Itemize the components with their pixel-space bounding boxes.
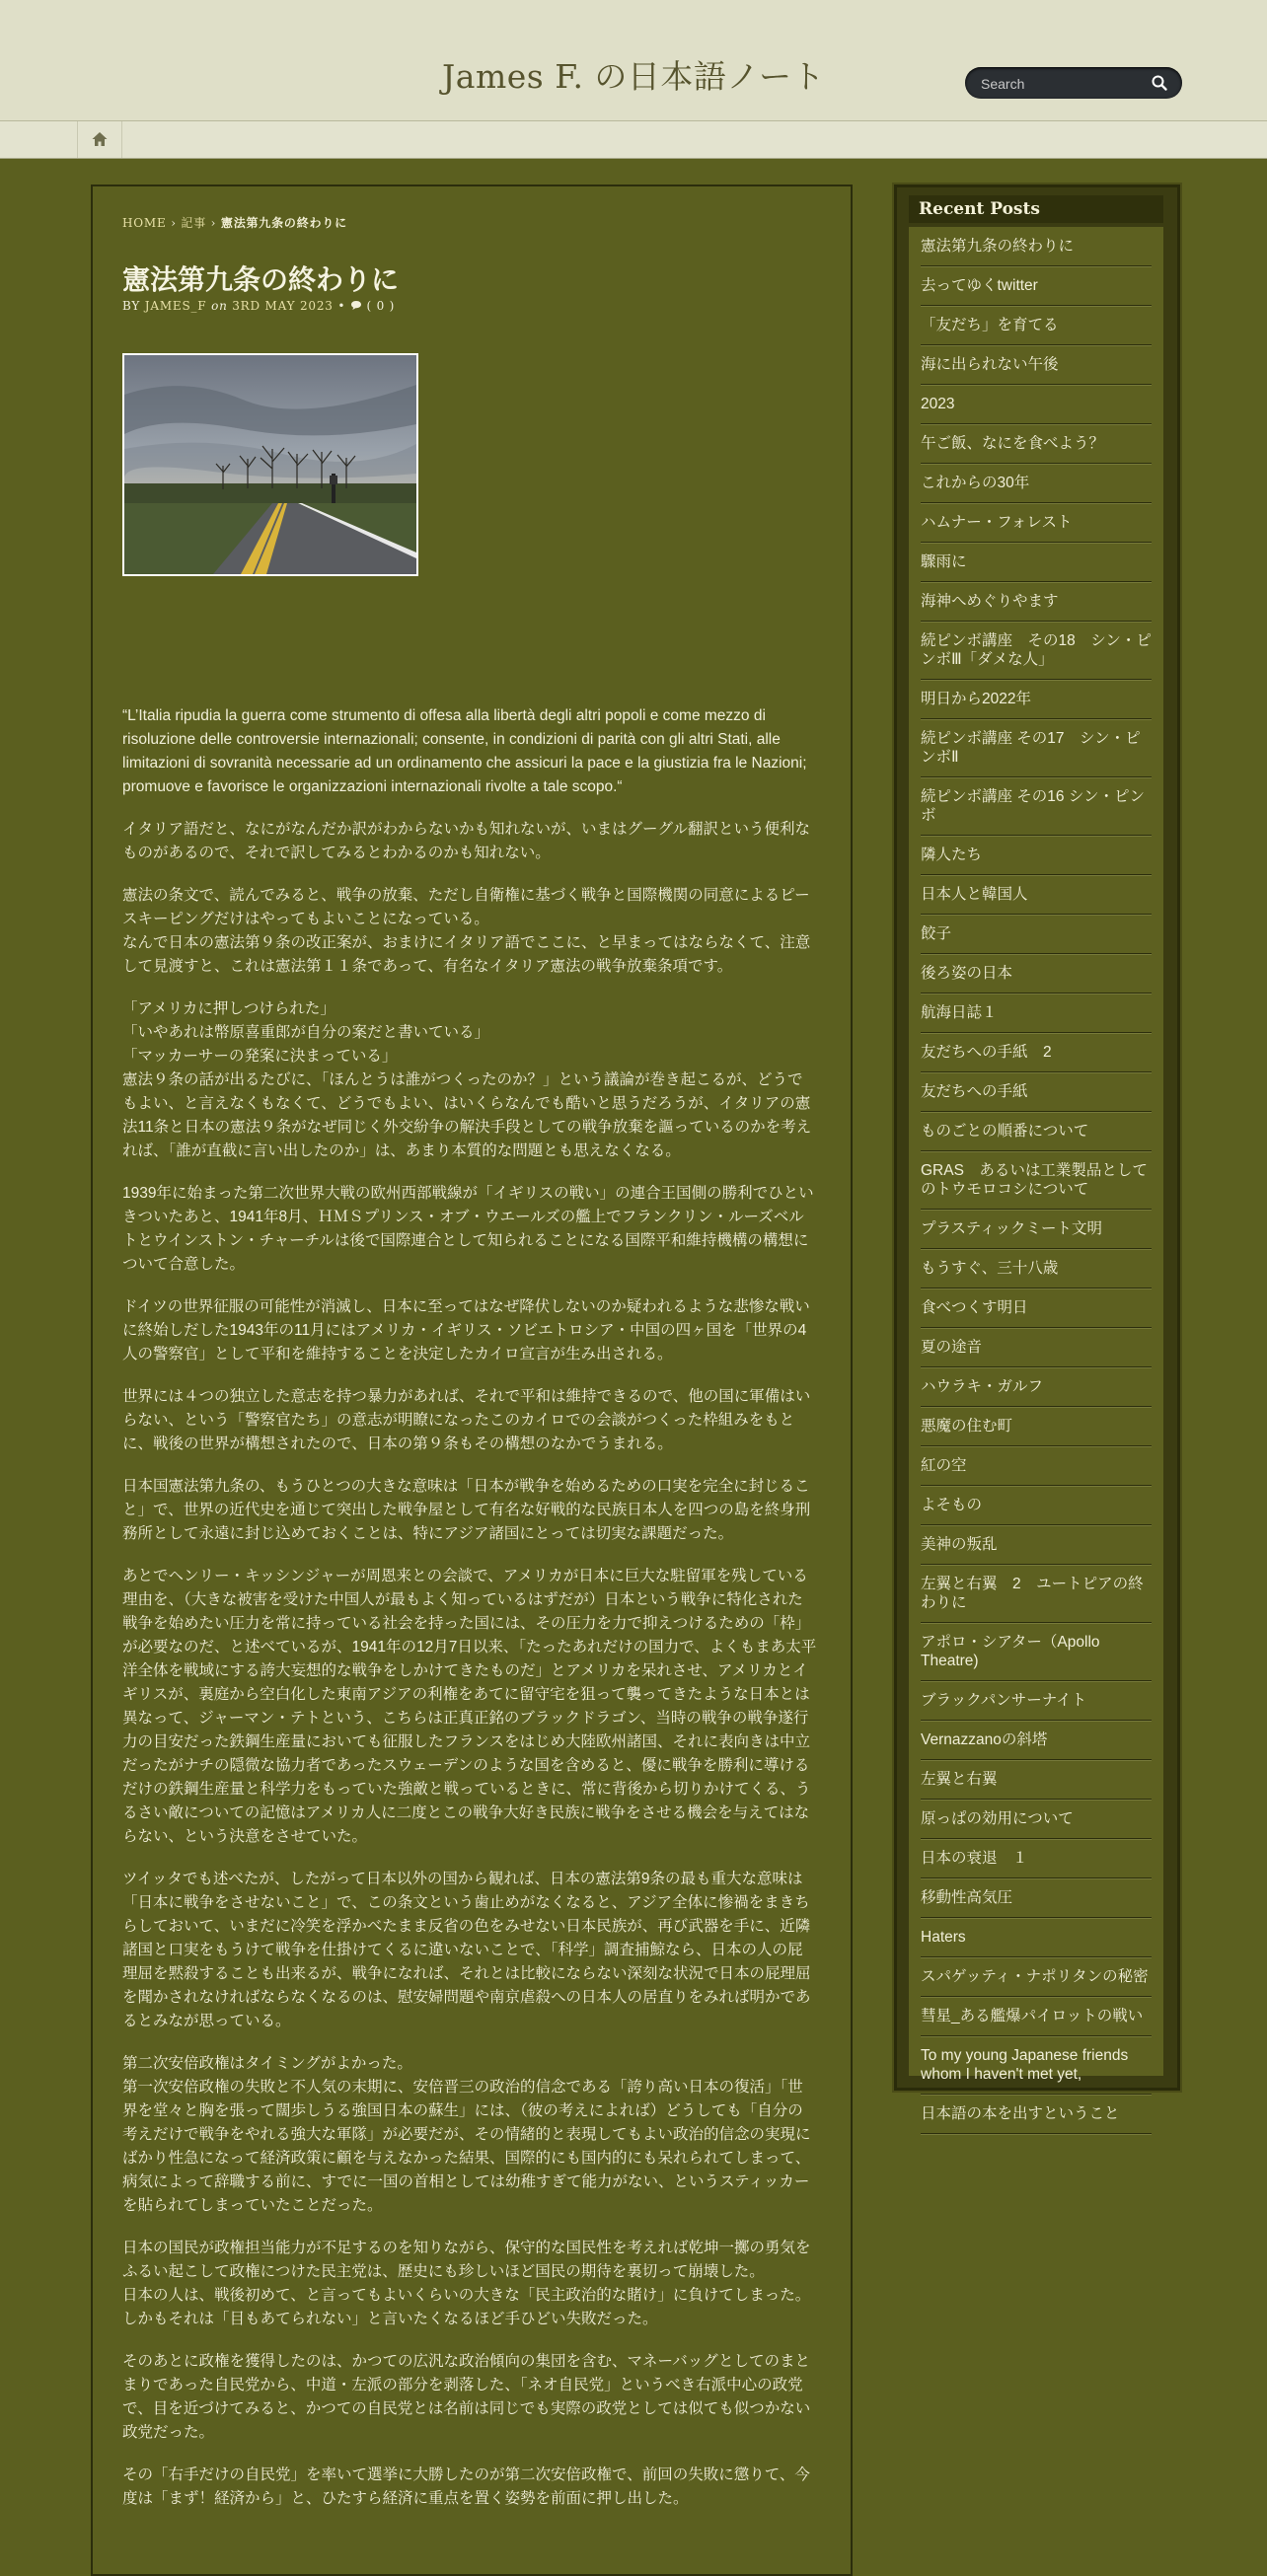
- main-nav: [0, 121, 1267, 159]
- recent-post-link[interactable]: もうすぐ、三十八歳: [921, 1249, 1152, 1288]
- comment-count-link[interactable]: ( 0 ): [366, 299, 396, 313]
- post-paragraph: ドイツの世界征服の可能性が消滅し、日本に至ってはなぜ降伏しないのか疑われるような悲惨な戦いに終始しだした1943年の11月にはアメリカ・イギリス・ソビエトロシア・中国の四ヶ国を「世界の4人の警察官」として平和を維持することを決定したカイロ宣言が生み出される。: [122, 1298, 810, 1362]
- recent-post-link[interactable]: Vernazzanoの斜塔: [921, 1721, 1152, 1760]
- recent-post-link[interactable]: 海神へめぐりやます: [921, 582, 1152, 622]
- recent-post-link[interactable]: ハムナー・フォレスト: [921, 503, 1152, 543]
- post-body: [122, 704, 817, 2530]
- post-paragraph: 憲法の条文で、読んでみると、戦争の放棄、ただし自衛権に基づく戦争と国際機関の同意によるピースキーピングだけはやってもよいことになっている。 なんで日本の憲法第９条の改正案が、おまけにイタリア語でここに、と早まってはならなくて、注意して見渡すと、これは憲法第１１条であって、有名なイタリア憲法の戦争放棄条項です。: [122, 887, 811, 975]
- recent-post-link[interactable]: 彗星_ある艦爆パイロットの戦い: [921, 1997, 1152, 2036]
- post-paragraph: 「アメリカに押しつけられた」 「いやあれは幣原喜重郎が自分の案だと書いている」 「マッカーサーの発案に決まっている」 憲法９条の話が出るたびに、「ほんとうは誰がつくったのか？」という議論が巻き起こるが、どうでもよい、と言えなくもなくて、どうでもよい、はいくらなんでも酷いと思うだろうが、イタリアの憲法11条と日本の憲法９条がなぜ同じく外交紛争の解決手段としての戦争放棄を謳っているのかを考えれば、「誰が直截に言い出したのか」は、あまり本質的な問題とも思えなくなる。: [122, 1000, 812, 1159]
- sidebar-widget: [894, 184, 1180, 2122]
- breadcrumb: [122, 214, 347, 231]
- recent-post-link[interactable]: 明日から2022年: [921, 680, 1152, 719]
- recent-post-link[interactable]: アポロ・シアター（Apollo Theatre): [921, 1623, 1152, 1681]
- post-paragraph: 世界には４つの独立した意志を持つ暴力があれば、それで平和は維持できるので、他の国に軍備はいらない、という「警察官たち」の意志が明瞭になったこのカイロでの会談がつくった枠組みをもとに、戦後の世界が構想されたので、日本の第９条もその構想のなかでうまれる。: [122, 1388, 811, 1452]
- recent-post-link[interactable]: 食べつくす明日: [921, 1288, 1152, 1328]
- recent-post-link[interactable]: 日本語の本を出すということ: [921, 2095, 1152, 2134]
- breadcrumb-separator: ›: [171, 216, 177, 230]
- home-icon: [91, 130, 109, 148]
- by-label: BY: [122, 299, 141, 313]
- post-paragraph: 日本国憲法第九条の、もうひとつの大きな意味は「日本が戦争を始めるための口実を完全に封じること」で、世界の近代史を通じて突出した戦争屋として有名な好戦的な民族日本人を四つの島を終身刑務所として永遠に封じ込めておくことは、特にアジア諸国にとっては切実な課題だった。: [122, 1478, 811, 1542]
- recent-post-link[interactable]: 後ろ姿の日本: [921, 954, 1152, 994]
- recent-post-link[interactable]: 驟雨に: [921, 543, 1152, 582]
- post-paragraph: その「右手だけの自民党」を率いて選挙に大勝したのが第二次安倍政権で、前回の失敗に懲りて、今度は「まず！経済から」と、ひたすら経済に重点を置く姿勢を前面に押し出した。: [122, 2466, 810, 2507]
- widget-title: Recent Posts: [909, 195, 1163, 223]
- recent-post-link[interactable]: 続ピンボ講座 その18 シン・ピンボⅢ「ダメな人」: [921, 622, 1152, 680]
- post-paragraph: “L’Italia ripudia la guerra come strumento di offesa alla libertà degli altri popoli e come mezzo di risoluzione delle controversie internazionali; consente, in condizioni di parità con gli altri Stati, alle limitazioni di sovranità necessarie ad un ordinamento che assicuri la pace e la giustizia fra le Nazioni; promuove e favorisce le organizzazioni internazionali rivolte a tale scopo.“: [122, 707, 807, 795]
- post-paragraph: 1939年に始まった第二次世界大戦の欧州西部戦線が「イギリスの戦い」の連合王国側の勝利でひといきついたあと、1941年8月、ＨＭＳプリンス・オブ・ウエールズの艦上でフランクリン・ルーズベルトとウインストン・チャーチルは後で国際連合として知られることになる国際平和維持機構の構想について合意した。: [122, 1185, 814, 1273]
- recent-post-link[interactable]: 紅の空: [921, 1446, 1152, 1486]
- post-byline: [122, 299, 395, 313]
- recent-post-link[interactable]: 美神の叛乱: [921, 1525, 1152, 1565]
- recent-post-link[interactable]: GRAS あるいは工業製品としてのトウモロコシについて: [921, 1151, 1152, 1210]
- recent-post-link[interactable]: ものごとの順番について: [921, 1112, 1152, 1151]
- road-landscape-image: [124, 355, 416, 574]
- post-paragraph: 第二次安倍政権はタイミングがよかった。 第一次安倍政権の失敗と不人気の末期に、安倍晋三の政治的信念である「誇り高い日本の復活」「世界を堂々と胸を張って闊歩しうる強国日本の蘇生」には、（彼の考えによれば）どうしても「自分の考えだけで戦争をやれる強大な軍隊」が必要だが、その情緒的と表現してもよい政治的信念の実現にばかり性急になって経済政策に顧を与えなかった結果、国際的にも国内的にも呆れられてしまって、病気によって辞職する前に、すでに一国の首相としては幼稚すぎて能力がない、というスティッカーを貼られてしまっていたことだった。: [122, 2055, 811, 2214]
- recent-post-link[interactable]: 隣人たち: [921, 836, 1152, 875]
- recent-post-link[interactable]: 航海日誌１: [921, 994, 1152, 1033]
- post-paragraph: あとでヘンリー・キッシンジャーが周恩来との会談で、アメリカが日本に巨大な駐留軍を残している理由を、（大きな被害を受けた中国人が最もよく知っているはずだが）日本という戦争に特化された戦争を始めたい圧力を常に持っている社会を持った国には、その圧力を力で抑えつけるための「枠」が必要なのだ、と述べているが、1941年の12月7日以来、「たったあれだけの国力で、よくもまあ太平洋全体を戦域にする誇大妄想的な戦争をしかけてきたものだ」とアメリカを呆れさせ、アメリカとイギリスが、裏庭から空白化した東南アジアの利権をあてに留守宅を狙って襲ってきたような日本とは異なって、ジャーマン・テトという、こちらは正真正銘のブラックドラゴン、当時の戦争の戦争遂行力の目安だった鉄鋼生産量においても征服したフランスをはじめ大陸欧州諸国、それに表向きは中立だったがナチの隠微な協力者であったスウェーデンのような国を含めると、優に戦争を勝利に導けるだけの鉄鋼生産量と科学力をもっていた強敵と戦っているときに、常に背後から切りかけてくる、うるさい敵についての記憶はアメリカ人に二度とこの戦争大好き民族に戦争をさせる機会を与えてはならない、という決意をさせていた。: [122, 1568, 817, 1845]
- featured-image: [122, 353, 418, 576]
- recent-posts-list-container: [909, 227, 1163, 2122]
- post-title[interactable]: 憲法第九条の終わりに: [122, 263, 400, 296]
- recent-post-link[interactable]: プラスティックミート文明: [921, 1210, 1152, 1249]
- search-input[interactable]: [979, 73, 1141, 95]
- post-date: 3RD MAY 2023: [232, 299, 334, 313]
- recent-posts-list: [909, 227, 1163, 2134]
- recent-post-link[interactable]: 日本の衰退 １: [921, 1839, 1152, 1878]
- recent-post-link[interactable]: 続ピンボ講座 その16 シン・ピンボ: [921, 777, 1152, 836]
- recent-post-link[interactable]: 移動性高気圧: [921, 1878, 1152, 1918]
- recent-post-link[interactable]: 2023: [921, 385, 1152, 424]
- search-icon[interactable]: [1151, 74, 1168, 92]
- recent-post-link[interactable]: これからの30年: [921, 464, 1152, 503]
- breadcrumb-separator: ›: [210, 216, 217, 230]
- search-box[interactable]: [965, 67, 1182, 99]
- recent-post-link[interactable]: 原っぱの効用について: [921, 1800, 1152, 1839]
- recent-post-link[interactable]: 夏の途音: [921, 1328, 1152, 1367]
- recent-post-link[interactable]: 餃子: [921, 915, 1152, 954]
- comment-icon[interactable]: [350, 300, 362, 311]
- post-paragraph: イタリア語だと、なにがなんだか訳がわからないかも知れないが、いまはグーグル翻訳という便利なものがあるので、それで訳してみるとわかるのかも知れない。: [122, 821, 811, 861]
- byline-dot: •: [337, 299, 346, 313]
- breadcrumb-home-link[interactable]: HOME: [122, 216, 167, 230]
- post-paragraph: ツイッタでも述べたが、したがって日本以外の国から観れば、日本の憲法第9条の最も重大な意味は「日本に戦争をさせないこと」で、この条文という歯止めがなくなると、アジア全体に惨禍をまきちらしておいて、いまだに冷笑を浮かべたまま反省の色をみせない日本民族が、再び武器を手に、近隣諸国と口実をもうけて戦争を仕掛けてくるに違いないことで、「科学」調査捕鯨なら、日本の人の屁理屈を黙殺することも出来るが、戦争になれば、それとは比較にならない深刻な状況で日本の屁理屈を聞かされなければならなくなるのは、慰安婦問題や南京虐殺への日本人の居直りをみれば明かであるとみなが思っている。: [122, 1871, 811, 2029]
- recent-post-link[interactable]: スパゲッティ・ナポリタンの秘密: [921, 1957, 1152, 1997]
- recent-post-link[interactable]: 去ってゆくtwitter: [921, 266, 1152, 306]
- site-title[interactable]: James F. の日本語ノート: [442, 57, 825, 96]
- recent-post-link[interactable]: 憲法第九条の終わりに: [921, 227, 1152, 266]
- recent-post-link[interactable]: 友だちへの手紙 2: [921, 1033, 1152, 1072]
- site-header: [0, 0, 1267, 121]
- recent-post-link[interactable]: 午ご飯、なにを食べよう？: [921, 424, 1152, 464]
- recent-post-link[interactable]: Haters: [921, 1918, 1152, 1957]
- post-paragraph: そのあとに政権を獲得したのは、かつての広汎な政治傾向の集団を含む、マネーバッグとしてのまとまりであった自民党から、中道・左派の部分を剥落した、「ネオ自民党」というべき右派中心の政党で、目を近づけてみると、かつての自民党とは名前は同じでも実際の政党としては似ても似つかない政党だった。: [122, 2353, 811, 2441]
- recent-post-link[interactable]: 「友だち」を育てる: [921, 306, 1152, 345]
- breadcrumb-current: 憲法第九条の終わりに: [220, 216, 347, 230]
- recent-post-link[interactable]: ハウラキ・ガルフ: [921, 1367, 1152, 1407]
- author-link[interactable]: JAMES_F: [144, 299, 207, 313]
- recent-post-link[interactable]: 悪魔の住む町: [921, 1407, 1152, 1446]
- recent-post-link[interactable]: 友だちへの手紙: [921, 1072, 1152, 1112]
- recent-post-link[interactable]: 左翼と右翼 2 ユートピアの終わりに: [921, 1565, 1152, 1623]
- recent-post-link[interactable]: よそもの: [921, 1486, 1152, 1525]
- recent-post-link[interactable]: 日本人と韓国人: [921, 875, 1152, 915]
- recent-post-link[interactable]: To my young Japanese friends whom I haven't met yet,: [921, 2036, 1152, 2095]
- recent-post-link[interactable]: ブラックパンサーナイト: [921, 1681, 1152, 1721]
- on-label: on: [211, 299, 228, 313]
- recent-post-link[interactable]: 左翼と右翼: [921, 1760, 1152, 1800]
- post-paragraph: 日本の国民が政権担当能力が不足するのを知りながら、保守的な国民性を考えれば乾坤一擲の勇気をふるい起こして政権につけた民主党は、歴史にも珍しいほど国民の期待を裏切って崩壊した。 日本の人は、戦後初めて、と言ってもよいくらいの大きな「民主政治的な賭け」に負けてしまった。 しかもそれは「目もあてられない」と言いたくなるほど手ひどい失敗だった。: [122, 2240, 811, 2327]
- breadcrumb-category-link[interactable]: 記事: [181, 216, 207, 230]
- home-nav-button[interactable]: [77, 121, 122, 158]
- recent-post-link[interactable]: 海に出られない午後: [921, 345, 1152, 385]
- recent-post-link[interactable]: 続ピンボ講座 その17 シン・ピンボⅡ: [921, 719, 1152, 777]
